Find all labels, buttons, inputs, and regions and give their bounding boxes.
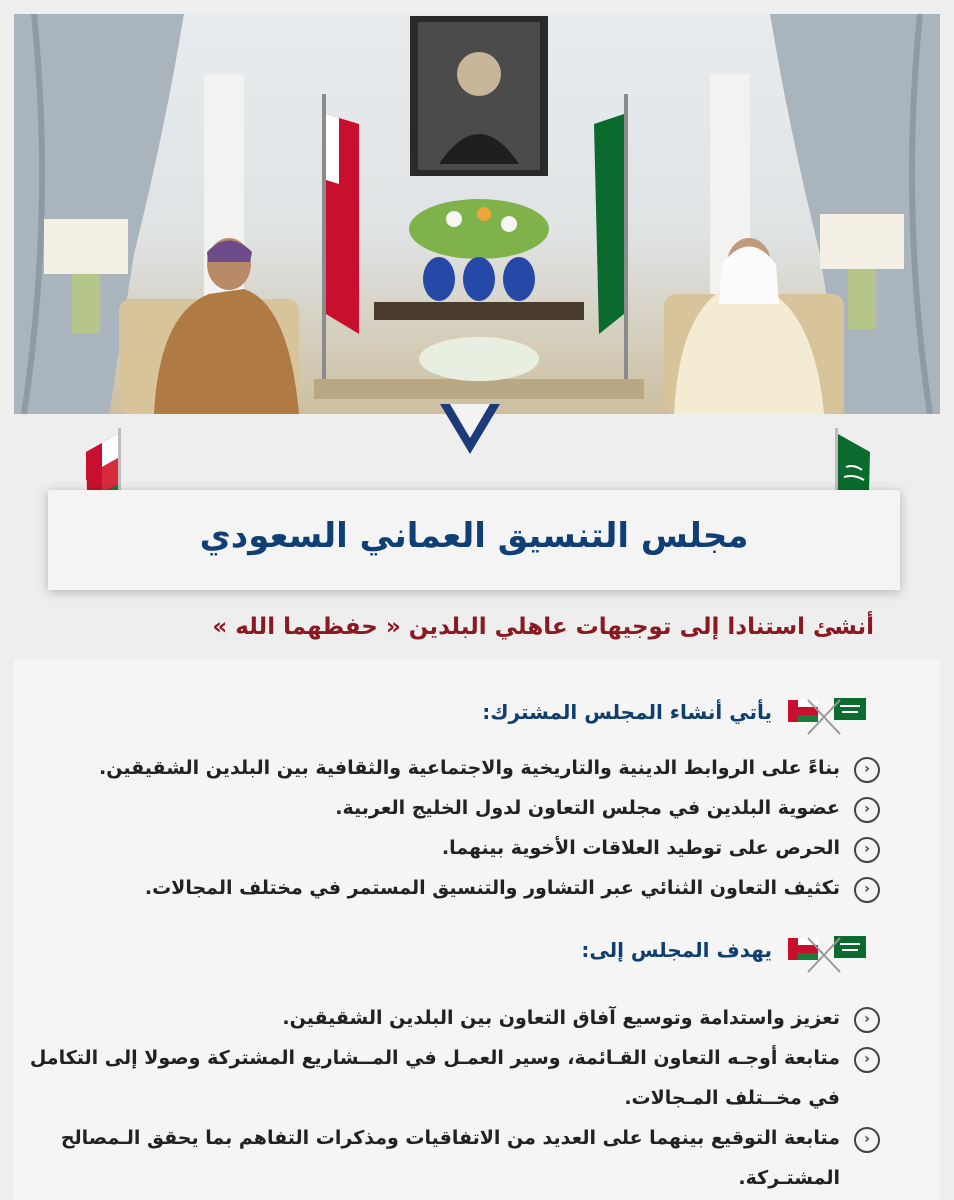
list-item: ‹ عضوية البلدين في مجلس التعاون لدول الخليج العربية. bbox=[20, 788, 880, 828]
section-heading-text: يأتي أنشاء المجلس المشترك: bbox=[482, 700, 772, 724]
chevron-left-circle-icon: ‹ bbox=[854, 1007, 880, 1033]
down-arrow-icon bbox=[440, 404, 500, 464]
chevron-left-circle-icon: ‹ bbox=[854, 1047, 880, 1073]
section-heading bbox=[14, 690, 940, 738]
crossed-flags-icon bbox=[778, 690, 870, 738]
list-item: ‹ الحرص على توطيد العلاقات الأخوية بينهما. bbox=[20, 828, 880, 868]
content-panel bbox=[14, 660, 940, 1200]
chevron-left-circle-icon: ‹ bbox=[854, 837, 880, 863]
chevron-left-circle-icon: ‹ bbox=[854, 1127, 880, 1153]
page-title: مجلس التنسيق العماني السعودي bbox=[199, 516, 749, 556]
chevron-left-circle-icon: ‹ bbox=[854, 877, 880, 903]
page-subtitle: أنشئ استنادا إلى توجيهات عاهلي البلدين « حفظهما الله » bbox=[212, 614, 874, 640]
list-item: ‹ تعزيز واستدامة وتوسيع آفاق التعاون بين البلدين الشقيقين. bbox=[20, 998, 880, 1038]
section-heading bbox=[14, 928, 940, 976]
list-item: ‹ متابعة التوقيع بينهما على العديد من الاتفاقيات ومذكرات التفاهم بما يحقق الـمصالح المشتـركة. bbox=[20, 1118, 880, 1198]
title-box bbox=[48, 490, 900, 590]
list-item: ‹ متابعة أوجـه التعاون القـائمة، وسير العمـل في المــشاريع المشتركة وصولا إلى التكامل في مخــتلف المـجالات. bbox=[20, 1038, 880, 1118]
list-item: ‹ تكثيف التعاون الثنائي عبر التشاور والتنسيق المستمر في مختلف المجالات. bbox=[20, 868, 880, 908]
chevron-left-circle-icon: ‹ bbox=[854, 797, 880, 823]
list-item: ‹ بناءً على الروابط الدينية والتاريخية والاجتماعية والثقافية بين البلدين الشقيقين. bbox=[20, 748, 880, 788]
section-heading-text: يهدف المجلس إلى: bbox=[581, 938, 772, 962]
meeting-photo bbox=[14, 14, 940, 414]
crossed-flags-icon bbox=[778, 928, 870, 976]
chevron-left-circle-icon: ‹ bbox=[854, 757, 880, 783]
